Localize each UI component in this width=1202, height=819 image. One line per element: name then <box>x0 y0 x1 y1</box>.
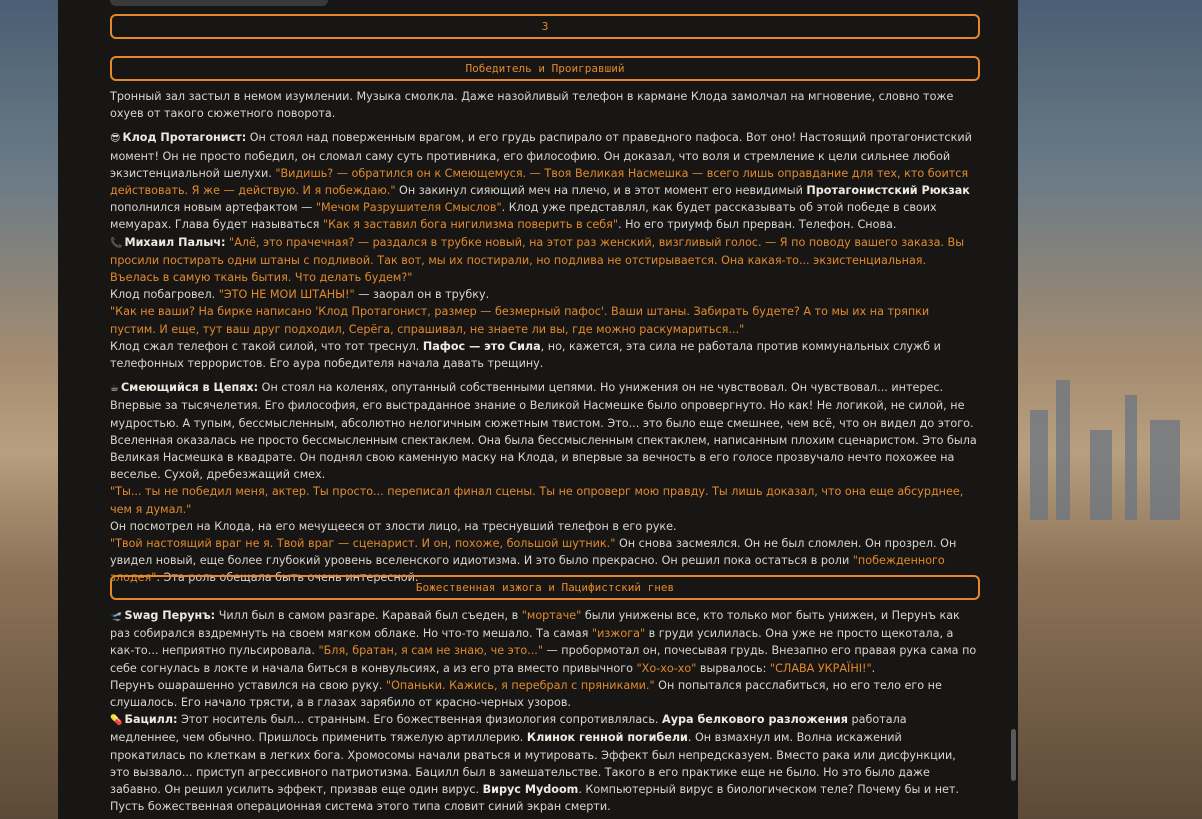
background-ruins <box>1125 395 1137 520</box>
paragraph-klod-angry: Клод побагровел. "ЭТО НЕ МОИ ШТАНЫ!" — заорал он в трубку. <box>110 288 490 302</box>
speaker-name: Клод Протагонист: <box>122 131 247 145</box>
section-text-2 <box>110 607 978 815</box>
phone-emoji-icon: 📞 <box>110 237 123 249</box>
background-ruins <box>1056 380 1070 520</box>
paragraph-intro: Тронный зал застыл в немом изумлении. Музыка смолкла. Даже назойливый телефон в кармане Клода замолчал на мгновение, словно тоже охуев от такого сюжетного поворота. <box>110 90 954 121</box>
speaker-name: Михаил Палыч: <box>124 235 226 249</box>
background-ruins <box>1030 410 1048 520</box>
section-text-1 <box>110 88 978 587</box>
chat-panel[interactable] <box>58 0 1018 819</box>
coffee-emoji-icon: ☕ <box>110 383 119 395</box>
section-header-divine-heartburn: Божественная изжога и Пацифистский гнев <box>110 575 980 600</box>
paragraph-laughing-end: "Твой настоящий враг не я. Твой враг — сценарист. И он, похоже, большой шутник." Он снова засмеялся. Он не был сломлен. Он прозрел. Он увидел новый, еще более глубокий уровень вселенского идиотизма. И это было прекрасно. Он решил пока остаться в роли "побежденного злодея". Эта роль обещала быть очень интересной. <box>110 537 957 585</box>
airplane-emoji-icon: 🛫 <box>110 611 123 622</box>
page-number-header: 3 <box>110 14 980 39</box>
speaker-name: Swag Перунъ: <box>124 609 216 622</box>
paragraph-perun: 🛫 Swag Перунъ: Чилл был в самом разгаре. Каравай был съеден, в "мортаче" были унижены все, кто только мог быть унижен, и Перунъ как раз собирался вздремнуть на своем мягком облаке. Но что-то мешало. Та самая "изжога" в груди усилилась. Она уже не просто щекотала, а как-то... неприятно пульсировала. "Бля, братан, я сам не знаю, че это..." — пробормотал он, почесывая грудь. Внезапно его правая рука сама по себе согнулась в локте и начала биться в конвульсиях, а из его рта вместо привычного "Хо-хо-хо" вырвалось: "СЛАВА УКРАЇНІ!". <box>110 609 977 675</box>
section-header-winner-loser: Победитель и Проигравший <box>110 56 980 81</box>
background-ruins <box>1090 430 1112 520</box>
scrollbar-thumb[interactable] <box>1011 729 1016 781</box>
background-ruins <box>1150 420 1180 520</box>
speaker-name: Смеющийся в Цепях: <box>120 381 259 395</box>
paragraph-perun-shocked: Перунъ ошарашенно уставился на свою руку. "Опаньки. Кажись, я перебрал с пряниками." Он попытался расслабиться, но его тело его не слушалось. Его начало трясти, а в глазах зарябило от красно-черных узоров. <box>110 678 942 710</box>
toolbar-stub <box>110 0 328 6</box>
paragraph-laughing: ☕ Смеющийся в Цепях: Он стоял на коленях, опутанный собственными цепями. Но унижения он не чувствовал. Он чувствовал... интерес. Впервые за тысячелетия. Его философия, его выстраданное знание о Великой Насмешке было опровергнуто. Но как! Не логикой, не силой, не мудростью. А тупым, бессмысленным, абсолютно нелогичным сюжетным твистом. Это... это было еще смешнее, чем всё, что он видел до этого. Вселенная оказалась не просто бессмысленным спектаклем. Она была бессмысленным спектаклем, написанным плохим сценаристом. Это была Великая Насмешка в квадрате. Он поднял свою каменную маску на Клода, и впервые за вечность в его голосе прозвучало нечто похожее на веселье. Сухой, дребезжащий смех. <box>110 381 977 482</box>
paragraph-laughing-quote: "Ты... ты не победил меня, актер. Ты просто... переписал финал сцены. Ты не опроверг мою правду. Ты лишь доказал, что она еще абсурднее, чем я думал." <box>110 485 964 516</box>
paragraph-laundry-reply: "Как не ваши? На бирке написано 'Клод Протагонист, размер — безмерный пафос'. Ваши штаны. Забирать будете? А то мы их на тряпки пустим. И еще, тут ваш друг подходил, Серёга, спрашивал, не знаете ли вы, где можно раскумариться..." <box>110 305 930 336</box>
paragraph-klod: 😎 Клод Протагонист: Он стоял над поверженным врагом, и его грудь распирало от праведного пафоса. Вот оно! Настоящий протагонистский момент! Он не просто победил, он сломал саму суть противника, его философию. Он доказал, что воля и стремление к цели сильнее любой экзистенциальной шелухи. "Видишь? — обратился он к Смеющемуся. — Твоя Великая Насмешка — всего лишь оправдание для тех, кто боится действовать. Я же — действую. И я побеждаю." Он закинул сияющий меч на плечо, и в этот момент его невидимый Протагонистский Рюкзак пополнился новым артефактом — "Мечом Разрушителя Смыслов". Клод уже представлял, как будет рассказывать об этой победе в своих мемуарах. Глава будет называться "Как я заставил бога нигилизма поверить в себя". Но его триумф был прерван. Телефон. Снова. <box>110 131 972 232</box>
sunglasses-emoji-icon: 😎 <box>110 133 121 145</box>
paragraph-klod-phone: Клод сжал телефон с такой силой, что тот треснул. Пафос — это Сила, но, кажется, эта сила не работала против коммунальных служб и телефонных террористов. Его аура победителя начала давать трещину. <box>110 339 941 371</box>
paragraph-laughing-look: Он посмотрел на Клода, на его мечущееся от злости лицо, на треснувший телефон в его руке. <box>110 519 677 533</box>
paragraph-bacill: 💊 Бацилл: Этот носитель был... странным. Его божественная физиология сопротивлялась. Аура белкового разложения работала медленнее, чем обычно. Пришлось применить тяжелую артиллерию. Клинок генной погибели. Он взмахнул им. Волна искажений прокатилась по клеткам в легких бога. Хромосомы начали рваться и мутировать. Эффект был непредсказуем. Вместо рака или дисфункции, это вызвало... приступ агрессивного патриотизма. Бацилл был в замешательстве. Такого в его практике еще не было. Но это было даже забавно. Он решил усилить эффект, призвав еще один вирус. Вирус Mydoom. Компьютерный вирус в биологическом теле? Почему бы и нет. Пусть божественная операционная система этого типа словит синий экран смерти. <box>110 713 959 814</box>
pill-emoji-icon: 💊 <box>110 715 123 727</box>
speaker-name: Бацилл: <box>124 713 178 727</box>
paragraph-mikhail: 📞 Михаил Палыч: "Алё, это прачечная? — раздался в трубке новый, на этот раз женский, визгливый голос. — Я по поводу вашего заказа. Вы просили постирать одни штаны с подливой. Так вот, мы их постирали, но подлива не отстирывается. Она какая-то... экзистенциальная. Въелась в самую ткань бытия. Что делать будем?" <box>110 235 965 285</box>
